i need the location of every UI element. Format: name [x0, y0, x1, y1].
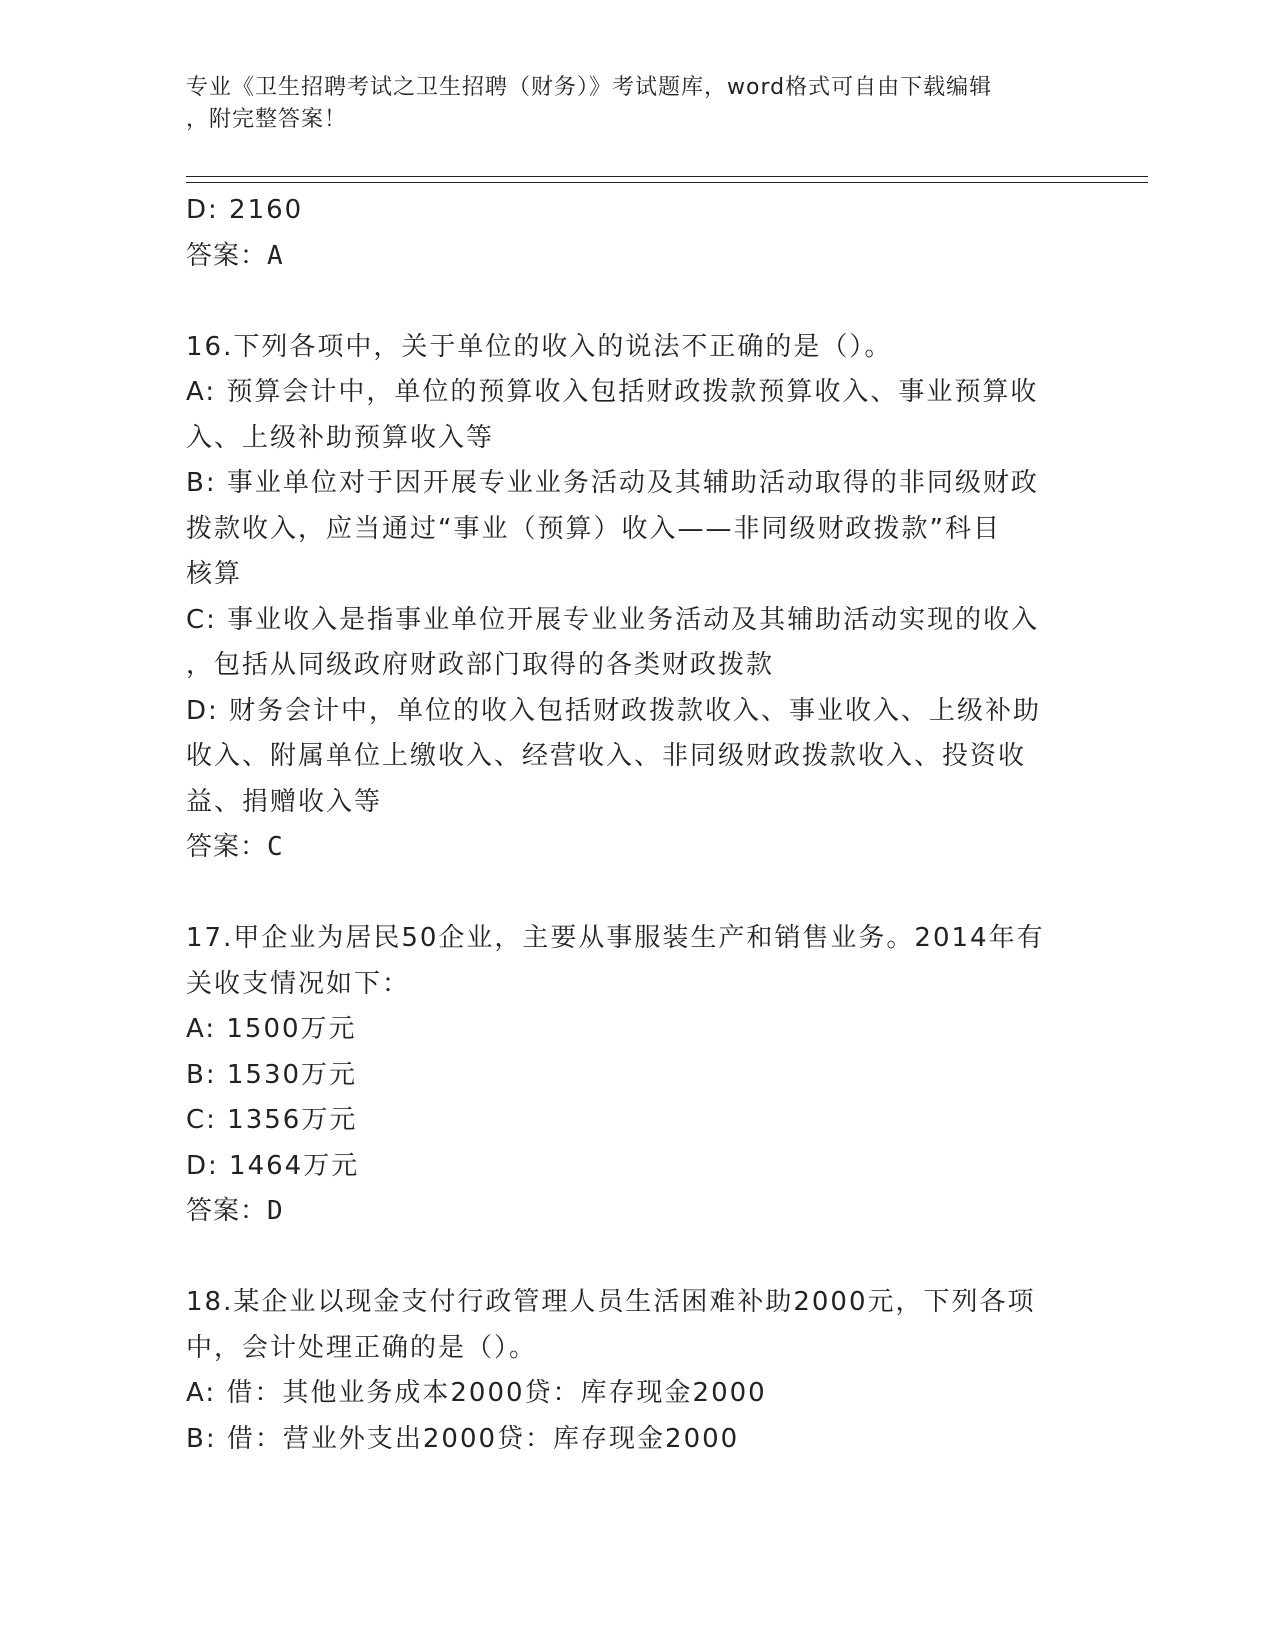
header-line-1: 专业《卫生招聘考试之卫生招聘（财务）》考试题库，word格式可自由下载编辑	[186, 75, 993, 100]
q16-option-a-line-2: 入、上级补助预算收入等	[186, 422, 495, 453]
q15-answer	[186, 234, 1076, 280]
answer-label: 答案：	[186, 240, 268, 271]
q17-stem-line-1: 17.甲企业为居民50企业，主要从事服装生产和销售业务。2014年有	[186, 923, 1045, 953]
q17-option-d: D: 1464万元	[186, 1150, 360, 1181]
question-18	[186, 1280, 1076, 1462]
page-header	[186, 72, 1066, 136]
spacer	[186, 871, 1076, 917]
q16-option-d-line-1: D: 财务会计中，单位的收入包括财政拨款收入、事业收入、上级补助	[186, 695, 1042, 726]
answer-value: D	[267, 1196, 284, 1226]
q16-option-b-line-1: B: 事业单位对于因开展专业业务活动及其辅助活动取得的非同级财政	[186, 468, 1039, 498]
answer-label: 答案：	[186, 1196, 268, 1226]
q18-stem-line-1: 18.某企业以现金支付行政管理人员生活困难补助2000元，下列各项	[186, 1287, 1036, 1317]
q18-option-a: A: 借：其他业务成本2000贷：库存现金2000	[186, 1378, 767, 1408]
header-line-2: ，附完整答案！	[186, 107, 348, 132]
q16-option-c-line-2: ，包括从同级政府财政部门取得的各类财政拨款	[186, 650, 775, 680]
q16-answer	[186, 825, 1076, 871]
q17-stem-line-2: 关收支情况如下：	[186, 968, 411, 999]
q16-option-d-line-2: 收入、附属单位上缴收入、经营收入、非同级财政拨款收入、投资收	[186, 741, 1027, 771]
q17-option-b: B: 1530万元	[186, 1059, 358, 1090]
q17-option-a: A: 1500万元	[186, 1014, 357, 1044]
q16-option-c-line-1: C: 事业收入是指事业单位开展专业业务活动及其辅助活动实现的收入	[186, 604, 1040, 635]
q17-option-c: C: 1356万元	[186, 1105, 358, 1135]
q18-stem-line-2: 中，会计处理正确的是（）。	[186, 1332, 538, 1363]
spacer	[186, 279, 1076, 325]
answer-label: 答案：	[186, 832, 268, 862]
q17-answer	[186, 1189, 1076, 1235]
question-content	[186, 188, 1076, 1462]
answer-value: A	[267, 240, 284, 271]
q16-option-d-line-3: 益、捐赠收入等	[186, 786, 383, 817]
q16-option-b-line-2: 拨款收入，应当通过“事业（预算）收入——非同级财政拨款”科目	[186, 513, 1001, 544]
q16-option-a-line-1: A: 预算会计中，单位的预算收入包括财政拨款预算收入、事业预算收	[186, 377, 1039, 407]
q15-option-d: D: 2160	[186, 195, 304, 225]
spacer	[186, 1235, 1076, 1281]
q16-option-b-line-3: 核算	[186, 559, 243, 589]
header-divider-bottom	[186, 182, 1148, 183]
question-16	[186, 325, 1076, 871]
question-17	[186, 916, 1076, 1235]
answer-value: C	[267, 832, 284, 862]
q18-option-b: B: 借：营业外支出2000贷：库存现金2000	[186, 1423, 740, 1454]
question-15	[186, 188, 1076, 279]
q16-stem: 16.下列各项中，关于单位的收入的说法不正确的是（）。	[186, 331, 893, 362]
header-divider-top	[186, 176, 1148, 177]
